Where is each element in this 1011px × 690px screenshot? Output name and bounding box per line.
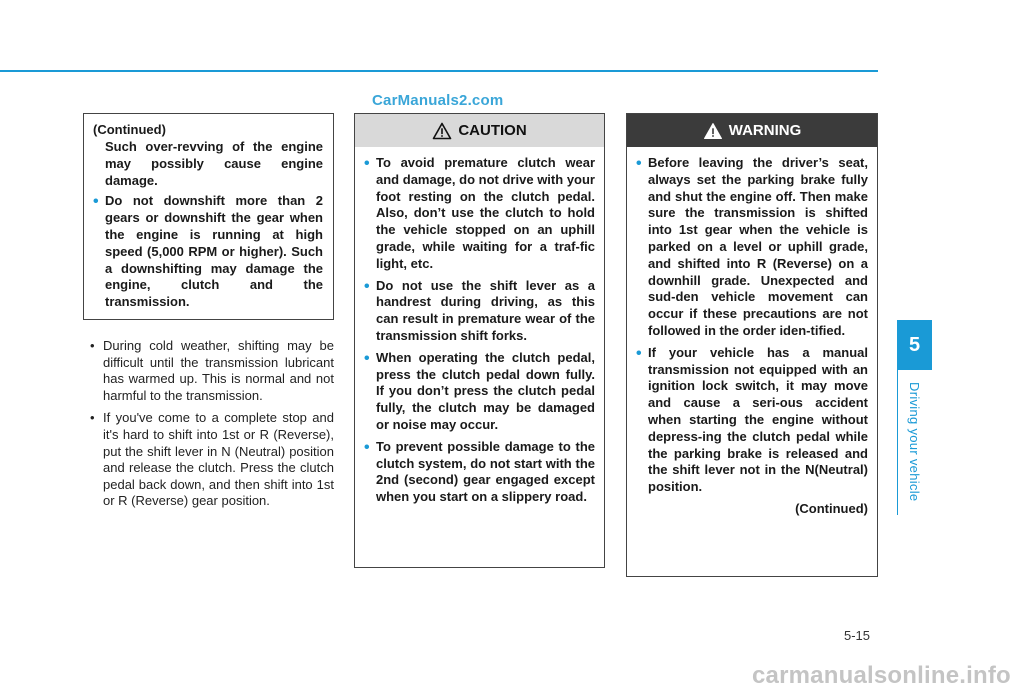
list-item-text: To avoid premature clutch wear and damage, do not drive with your foot resting on the clutch pedal. Also, don’t use the clutch to hold the vehicle stopped on an uphill grade, while waiting for a traf-fic light, etc. xyxy=(376,155,595,271)
list-item-text: If you've come to a complete stop and it's hard to shift into 1st or R (Reverse), put the shift lever in N (Neutral) position and release the clutch. Press the clutch pedal back down, and then shift into 1st or R (Reverse) gear position. xyxy=(103,410,334,509)
list-item-text: During cold weather, shifting may be difficult until the transmission lubricant has warmed up. This is normal and not harmful to the transmission. xyxy=(103,338,334,403)
continued-notice-box xyxy=(83,113,334,320)
bullet-icon: • xyxy=(90,338,95,353)
caution-box xyxy=(354,113,605,568)
list-item xyxy=(364,350,595,434)
list-item-text: When operating the clutch pedal, press the clutch pedal down fully. If you don’t press the clutch pedal fully, the clutch may be damaged or noise may occur. xyxy=(376,349,595,432)
list-item xyxy=(364,278,595,345)
list-item xyxy=(636,345,868,496)
watermark-bottom: carmanualsonline.info xyxy=(752,662,1011,689)
list-item-text: If your vehicle has a manual transmission not equipped with an ignition lock switch, it may move and cause a seri-ous accident when starting the engine without depress-ing the clutch pedal while the parking brake is released and the shift lever not in the N(Neutral) position. xyxy=(648,344,868,495)
continued-label: (Continued) xyxy=(795,500,868,516)
list-item xyxy=(90,338,334,404)
list-item-text: Do not use the shift lever as a handrest during driving, as this can result in premature wear of the transmission shift forks. xyxy=(376,277,595,343)
list-item-text: To prevent possible damage to the clutch system, do not start with the 2nd (second) gear engaged except when you start on a slippery road. xyxy=(376,438,595,505)
list-item-text: Do not downshift more than 2 gears or downshift the gear when the engine is running at high speed (5,000 RPM or higher). Such a downshifting may damage the engine, clutch and the transmission. xyxy=(105,193,323,310)
chapter-tab: 5 xyxy=(897,320,932,370)
list-item xyxy=(636,155,868,340)
list-item xyxy=(90,410,334,510)
header-rule xyxy=(0,70,878,72)
caution-title: CAUTION xyxy=(458,122,527,139)
list-item xyxy=(93,193,323,311)
bullet-icon: • xyxy=(364,438,370,456)
bullet-icon: • xyxy=(364,277,370,295)
watermark-top: CarManuals2.com xyxy=(372,92,504,109)
continued-label: (Continued) xyxy=(93,122,166,137)
continued-lead-text: Such over-revving of the engine may possibly cause engine damage. xyxy=(105,139,323,188)
page-number: 5-15 xyxy=(844,628,871,643)
list-item xyxy=(364,439,595,506)
bullet-icon: • xyxy=(364,155,370,172)
caution-header xyxy=(355,114,604,147)
bullet-icon: • xyxy=(93,193,99,211)
bullet-icon: • xyxy=(364,349,370,367)
warning-body xyxy=(627,147,877,518)
chapter-title: Driving your vehicle xyxy=(907,382,922,502)
bullet-icon: • xyxy=(636,155,642,172)
bullet-icon: • xyxy=(636,344,642,362)
warning-triangle-filled-icon xyxy=(703,122,723,140)
caution-body xyxy=(355,147,604,506)
body-text-list xyxy=(90,338,334,516)
warning-header xyxy=(627,114,877,147)
list-item xyxy=(364,155,595,273)
bullet-icon: • xyxy=(90,410,95,426)
chapter-tab-rule xyxy=(897,370,898,515)
warning-box xyxy=(626,113,878,577)
warning-triangle-outline-icon xyxy=(432,122,452,140)
warning-title: WARNING xyxy=(728,122,802,139)
list-item-text: Before leaving the driver’s seat, always set the parking brake fully and shut the engine off. Then make sure the transmission is shifted into 1st gear when the vehicle is parked on a level or uphill grade, and shifted into R (Reverse) on a downhill grade. Unexpected and sud-den vehicle movement can occur if these precautions are not followed in the order iden-tified. xyxy=(648,155,868,338)
